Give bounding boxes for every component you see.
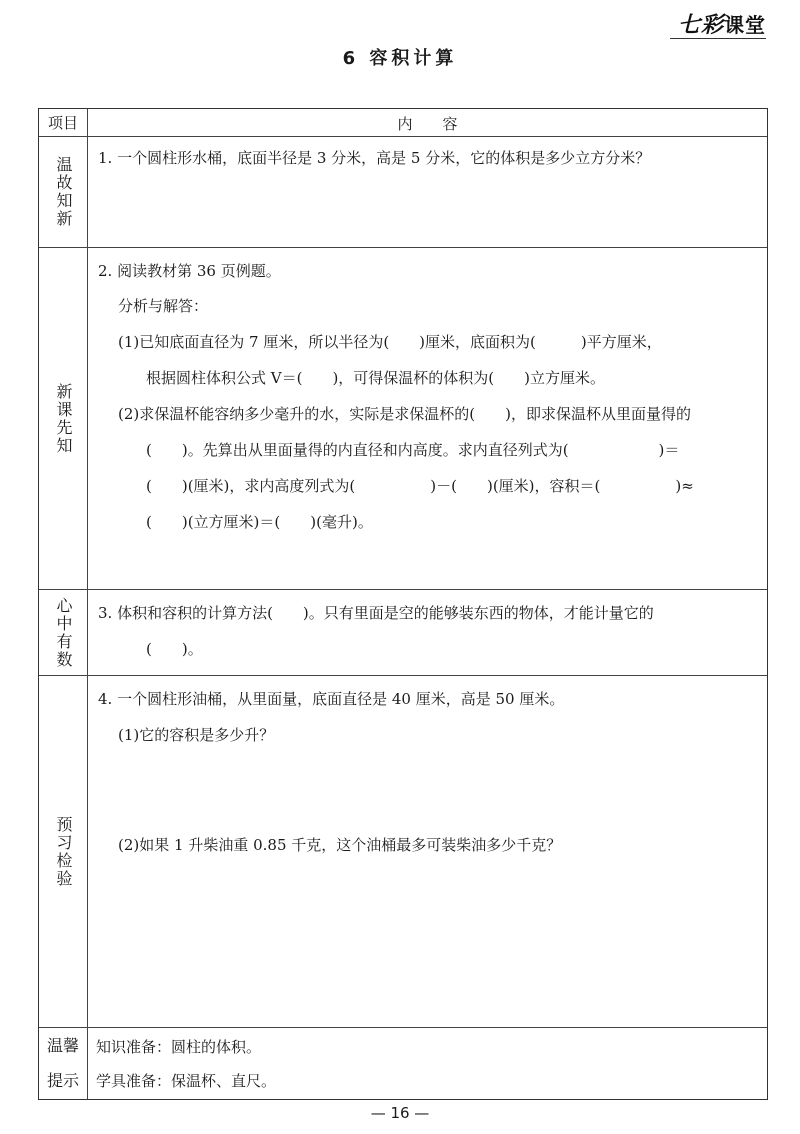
publisher-logo [678, 8, 766, 39]
question-4-part-2: (2)如果 1 升柴油重 0.85 千克，这个油桶最多可装柴油多少千克？ [118, 836, 562, 854]
step-2-line-4: ( )(立方厘米)＝( )(毫升)。 [146, 513, 373, 531]
step-2-line-1: (2)求保温杯能容纳多少毫升的水，实际是求保温杯的( )，即求保温杯从里面量得的 [118, 405, 691, 423]
tip-tools: 学具准备：保温杯、直尺。 [96, 1072, 277, 1090]
step-1-line-1: (1)已知底面直径为 7 厘米，所以半径为( )厘米，底面积为( )平方厘米， [118, 333, 662, 351]
section-check-content [88, 676, 767, 1027]
analysis-heading: 分析与解答： [118, 297, 209, 315]
section-tips [39, 1028, 767, 1099]
section-tips-content [88, 1028, 767, 1099]
section-new-lesson [39, 248, 767, 590]
section-check [39, 676, 767, 1028]
section-check-label: 预习检验 [39, 676, 88, 1027]
header-content: 内 容 [397, 115, 458, 133]
tips-label-line-1: 温馨 [46, 1035, 79, 1055]
page-title: 6 容积计算 [342, 48, 458, 69]
section-tips-label [39, 1028, 88, 1099]
worksheet-table [38, 108, 768, 1100]
logo-suffix: 课堂 [724, 13, 766, 37]
table-header-row [39, 109, 767, 137]
header-content-cell [88, 109, 767, 136]
logo-underline [670, 38, 766, 39]
section-review-content [88, 137, 767, 247]
page-number: — 16 — [370, 1104, 430, 1122]
section-summary-label: 心中有数 [39, 590, 88, 675]
question-4: 4. 一个圆柱形油桶，从里面量，底面直径是 40 厘米，高是 50 厘米。 [98, 690, 565, 708]
section-review [39, 137, 767, 248]
section-summary-content [88, 590, 767, 675]
section-new-lesson-label: 新课先知 [39, 248, 88, 589]
section-summary [39, 590, 767, 676]
question-3-line-2: ( )。 [146, 640, 203, 658]
step-1-line-2: 根据圆柱体积公式 V＝( )，可得保温杯的体积为( )立方厘米。 [146, 369, 606, 387]
tips-label-line-2: 提示 [46, 1071, 79, 1091]
section-new-lesson-content [88, 248, 767, 589]
question-4-part-1: (1)它的容积是多少升？ [118, 726, 275, 744]
header-item: 项目 [39, 109, 88, 136]
question-3-line-1: 3. 体积和容积的计算方法( )。只有里面是空的能够装东西的物体，才能计量它的 [98, 604, 654, 622]
tip-knowledge: 知识准备：圆柱的体积。 [96, 1038, 262, 1056]
question-2: 2. 阅读教材第 36 页例题。 [98, 262, 281, 280]
section-review-label: 温故知新 [39, 137, 88, 247]
step-2-line-3: ( )(厘米)，求内高度列式为( )－( )(厘米)，容积＝( )≈ [146, 477, 694, 495]
step-2-line-2: ( )。先算出从里面量得的内直径和内高度。求内直径列式为( )＝ [146, 441, 680, 459]
question-1: 1. 一个圆柱形水桶，底面半径是 3 分米，高是 5 分米，它的体积是多少立方分米？ [98, 149, 651, 167]
logo-brand: 七彩 [677, 13, 724, 38]
